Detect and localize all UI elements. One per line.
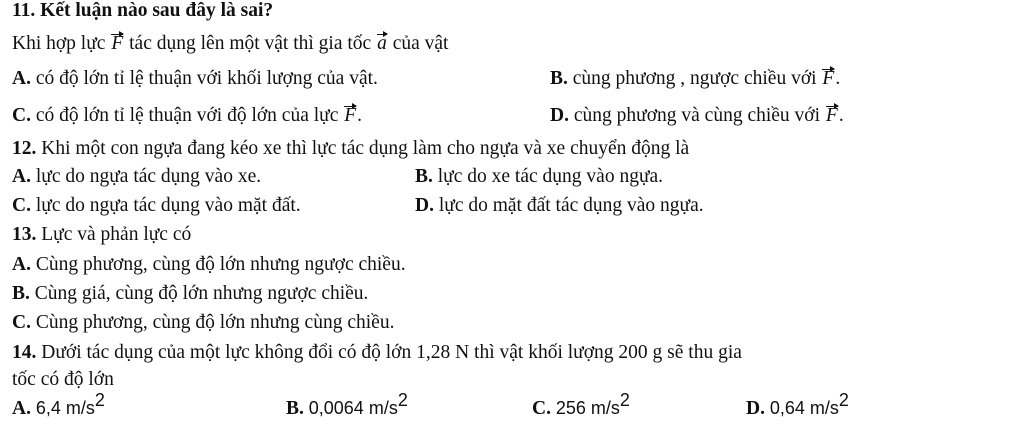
q11-options-cd xyxy=(12,103,1016,129)
q11-option-d[interactable] xyxy=(550,103,844,129)
option-label: A. xyxy=(12,398,31,419)
option-label: D. xyxy=(550,105,569,126)
exponent: 2 xyxy=(619,390,630,410)
q14-stem-line2 xyxy=(12,367,1016,393)
option-label: B. xyxy=(415,166,433,187)
option-text: Cùng giá, cùng độ lớn nhưng ngược chiều. xyxy=(34,283,369,304)
option-label: C. xyxy=(12,195,31,216)
period: . xyxy=(357,105,363,126)
option-label: C. xyxy=(532,398,551,419)
q12-option-b[interactable] xyxy=(415,164,663,190)
q11-option-c[interactable] xyxy=(12,103,362,129)
q13-option-b[interactable] xyxy=(12,281,1016,307)
option-value: 6,4 m/s xyxy=(35,398,95,418)
option-label: A. xyxy=(12,254,31,275)
option-label: C. xyxy=(12,105,31,126)
option-value: 0,64 m/s xyxy=(769,398,839,418)
q11-stem-part2: tác dụng lên một vật thì gia tốc xyxy=(129,33,372,54)
vector-F-symbol: F xyxy=(821,66,835,92)
option-text: lực do ngựa tác dụng vào mặt đất. xyxy=(35,195,301,216)
option-label: C. xyxy=(12,312,31,333)
q11-stem-part1: Khi hợp lực xyxy=(12,33,106,54)
q14-stem-text-cont: tốc có độ lớn xyxy=(12,369,114,390)
q14-option-a[interactable] xyxy=(12,390,105,422)
q11-stem xyxy=(12,31,1016,57)
option-text: Cùng phương, cùng độ lớn nhưng cùng chiều. xyxy=(35,312,395,333)
q14-option-d[interactable] xyxy=(746,390,849,422)
option-text: lực do xe tác dụng vào ngựa. xyxy=(437,166,664,187)
q11-title: 11. Kết luận nào sau đây là sai? xyxy=(12,0,274,21)
q14-number: 14. xyxy=(12,342,37,363)
q11-stem-part3: của vật xyxy=(392,33,449,54)
option-text: có độ lớn tỉ lệ thuận với khối lượng của vật. xyxy=(35,68,378,89)
vector-F-symbol: F xyxy=(825,103,839,129)
option-text: lực do ngựa tác dụng vào xe. xyxy=(35,166,262,187)
q11-option-b[interactable] xyxy=(550,66,840,92)
vector-F-symbol: F xyxy=(343,103,357,129)
period: . xyxy=(835,68,841,89)
option-text: Cùng phương, cùng độ lớn nhưng ngược chiều. xyxy=(35,254,406,275)
q12-options-cd xyxy=(12,193,1016,219)
option-text: lực do mặt đất tác dụng vào ngựa. xyxy=(438,195,704,216)
option-value: 256 m/s xyxy=(555,398,620,418)
option-label: D. xyxy=(415,195,434,216)
option-label: B. xyxy=(12,283,30,304)
option-text: cùng phương , ngược chiều với xyxy=(572,68,817,89)
option-label: B. xyxy=(286,398,304,419)
q13-option-a[interactable] xyxy=(12,252,1016,278)
exponent: 2 xyxy=(397,390,408,410)
option-value: 0,0064 m/s xyxy=(308,398,398,418)
q12-number: 12. xyxy=(12,138,37,159)
option-label: A. xyxy=(12,68,31,89)
q13-stem-text: Lực và phản lực có xyxy=(41,224,192,245)
q12-options-ab xyxy=(12,164,1016,190)
q13-stem xyxy=(12,222,1016,248)
option-text: có độ lớn tỉ lệ thuận với độ lớn của lực xyxy=(35,105,339,126)
period: . xyxy=(838,105,844,126)
q11-option-a[interactable] xyxy=(12,66,378,92)
q12-stem xyxy=(12,136,1016,162)
q12-option-d[interactable] xyxy=(415,193,704,219)
q14-options xyxy=(12,390,1016,421)
q11-options-ab xyxy=(12,66,1016,92)
q13-option-c[interactable] xyxy=(12,310,1016,336)
option-label: D. xyxy=(746,398,765,419)
option-label: B. xyxy=(550,68,568,89)
q12-option-a[interactable] xyxy=(12,164,261,190)
q14-option-b[interactable] xyxy=(286,390,408,422)
vector-a-symbol: a xyxy=(376,31,388,57)
exponent: 2 xyxy=(94,390,105,410)
q12-stem-text: Khi một con ngựa đang kéo xe thì lực tác dụng làm cho ngựa và xe chuyển động là xyxy=(41,138,690,159)
q11-header xyxy=(12,0,1016,24)
exponent: 2 xyxy=(838,390,849,410)
option-label: A. xyxy=(12,166,31,187)
q14-option-c[interactable] xyxy=(532,390,630,422)
q13-number: 13. xyxy=(12,224,37,245)
option-text: cùng phương và cùng chiều với xyxy=(573,105,821,126)
q14-stem-text: Dưới tác dụng của một lực không đổi có độ lớn 1,28 N thì vật khối lượng 200 g sẽ thu gia xyxy=(41,342,742,363)
vector-F-symbol: F xyxy=(110,31,124,57)
q14-stem-line1 xyxy=(12,340,1016,366)
q12-option-c[interactable] xyxy=(12,193,301,219)
